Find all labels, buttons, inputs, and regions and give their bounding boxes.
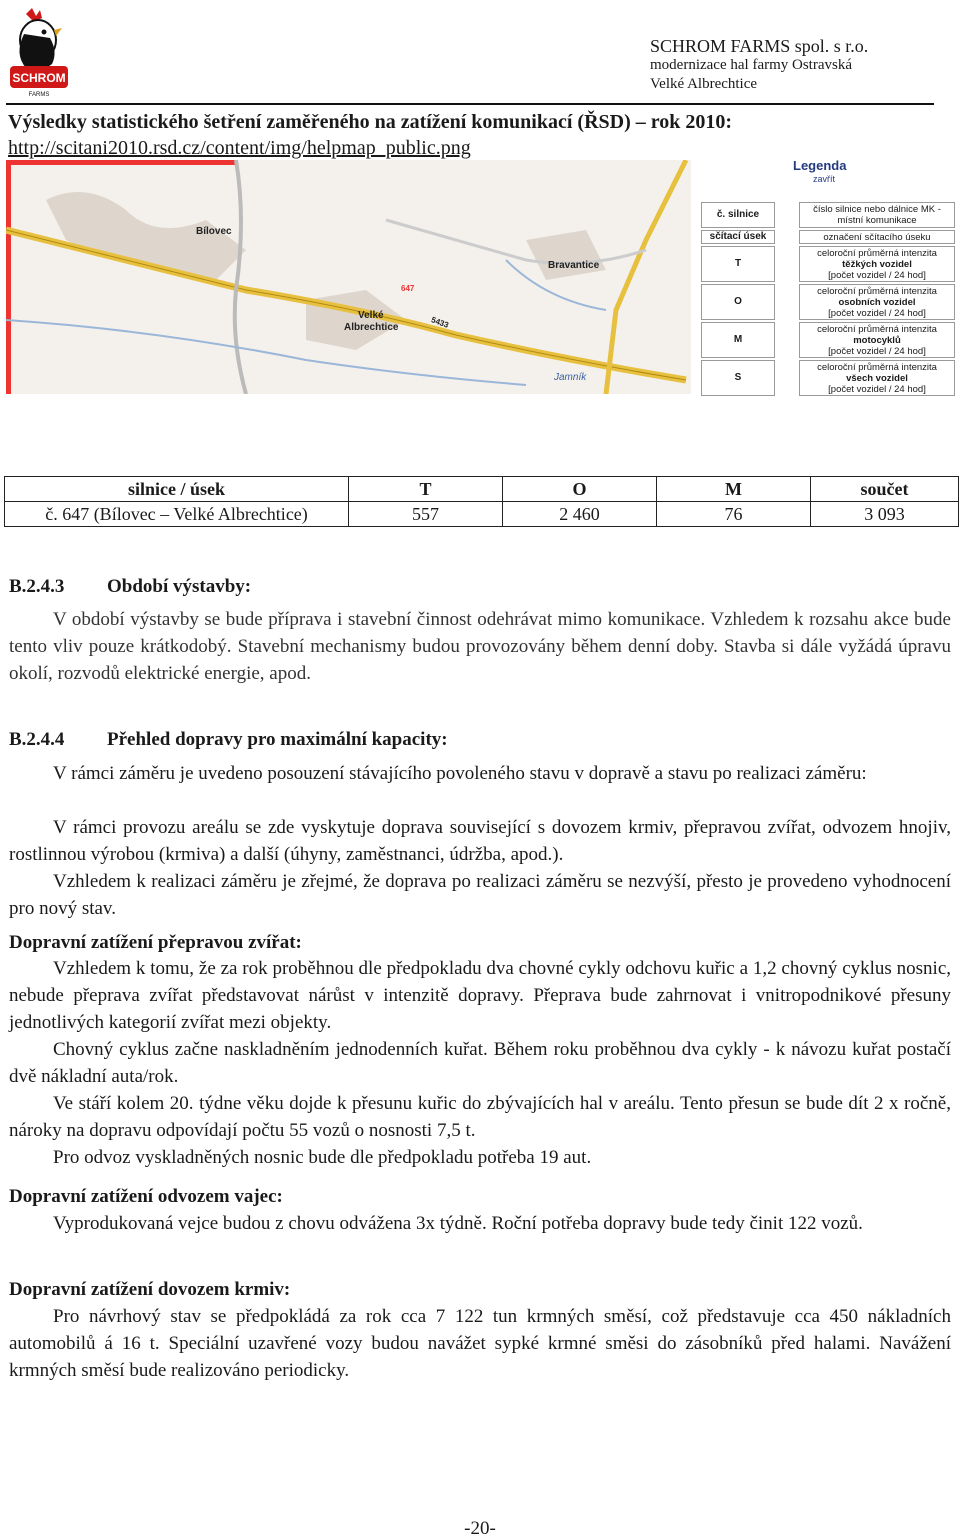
table-header: M bbox=[657, 477, 811, 502]
legend-value-line: [počet vozidel / 24 hod] bbox=[828, 346, 926, 357]
subsection-heading: Dopravní zatížení odvozem vajec: bbox=[9, 1186, 283, 1207]
section-paragraph: Pro návrhový stav se předpokládá za rok cca 7 122 tun krmných směsí, což představuje cca 450 nákladních automobilů á 16 t. Speciální uzavřené vozy budou navážet sypké krmné směsi do zásobníků před halami. Navážení krmných směsí bude realizováno periodicky. bbox=[9, 1306, 951, 1381]
company-logo bbox=[6, 4, 72, 100]
legend-key: O bbox=[701, 284, 775, 320]
legend-value bbox=[799, 246, 955, 282]
legend-value-line: celoroční průměrná intenzita bbox=[817, 248, 937, 259]
map-legend bbox=[697, 158, 955, 403]
map-label-albrechtice: Albrechtice bbox=[344, 322, 399, 333]
section-paragraph: V rámci provozu areálu se zde vyskytuje doprava související s dovozem krmiv, přepravou zvířat, odvozem hnojiv, rostlinnou výrobou (krmiva) a další (úhyny, zaměstnanci, údržba, apod.). bbox=[9, 817, 951, 865]
svg-text:FARMS: FARMS bbox=[28, 92, 50, 98]
subsection-heading: Dopravní zatížení dovozem krmiv: bbox=[9, 1279, 291, 1300]
table-header: součet bbox=[811, 477, 959, 502]
legend-value-bold: osobních vozidel bbox=[838, 297, 916, 308]
legend-value-bold: motocyklů bbox=[853, 335, 901, 346]
table-header-row bbox=[5, 477, 959, 502]
legend-key: č. silnice bbox=[701, 202, 775, 228]
legend-value-line: celoroční průměrná intenzita bbox=[817, 286, 937, 297]
project-location: Velké Albrechtice bbox=[650, 76, 758, 92]
legend-title: Legenda bbox=[793, 158, 847, 173]
legend-value-bold: všech vozidel bbox=[846, 373, 908, 384]
legend-value: označení sčítacího úseku bbox=[799, 230, 955, 244]
legend-value-line: [počet vozidel / 24 hod] bbox=[828, 308, 926, 319]
document-title: Výsledky statistického šetření zaměřeného na zatížení komunikací (ŘSD) – rok 2010: bbox=[8, 111, 733, 133]
legend-value-line: celoroční průměrná intenzita bbox=[817, 362, 937, 373]
table-header: silnice / úsek bbox=[5, 477, 349, 502]
company-info bbox=[650, 36, 890, 94]
map-label-section: 5433 bbox=[429, 315, 450, 330]
legend-key: sčítací úsek bbox=[701, 230, 775, 244]
legend-key: M bbox=[701, 322, 775, 358]
section-title: Období výstavby: bbox=[107, 576, 252, 597]
legend-value-line: celoroční průměrná intenzita bbox=[817, 324, 937, 335]
map-label-road: 647 bbox=[401, 284, 415, 293]
legend-value-line: [počet vozidel / 24 hod] bbox=[828, 270, 926, 281]
section-paragraph: V rámci záměru je uvedeno posouzení stávajícího povoleného stavu v dopravě a stavu po realizaci záměru: bbox=[53, 763, 867, 784]
map-label-bilovec: Bílovec bbox=[196, 226, 232, 237]
table-row bbox=[5, 502, 959, 527]
table-cell: 557 bbox=[349, 502, 503, 527]
section-paragraph: Pro odvoz vyskladněných nosnic bude dle předpokladu potřeba 19 aut. bbox=[53, 1147, 592, 1168]
traffic-table bbox=[4, 476, 959, 527]
subsection-heading: Dopravní zatížení přepravou zvířat: bbox=[9, 932, 302, 953]
table-header: T bbox=[349, 477, 503, 502]
section-paragraph: Ve stáří kolem 20. týdne věku dojde k přesunu kuřic do zbývajících hal v areálu. Tento přesun se bude dít 2 x ročně, nároky na dopravu odpovídají počtu 55 vozů o nosnosti 7,5 t. bbox=[9, 1093, 951, 1141]
section-number: B.2.4.4 bbox=[9, 729, 65, 750]
legend-value bbox=[799, 284, 955, 320]
section-heading bbox=[9, 726, 448, 753]
legend-value-bold: těžkých vozidel bbox=[842, 259, 912, 270]
map-label-jamnik: Jamník bbox=[554, 372, 587, 383]
section-heading bbox=[9, 573, 251, 600]
section-number: B.2.4.3 bbox=[9, 576, 65, 597]
section-paragraph: Vyprodukovaná vejce budou z chovu odvážena 3x týdně. Roční potřeba dopravy bude tedy činit 122 vozů. bbox=[53, 1213, 863, 1234]
header-rule bbox=[6, 103, 934, 105]
legend-key: S bbox=[701, 360, 775, 396]
source-link[interactable]: http://scitani2010.rsd.cz/content/img/helpmap_public.png bbox=[8, 137, 471, 159]
traffic-map bbox=[6, 160, 691, 394]
table-cell: 76 bbox=[657, 502, 811, 527]
legend-close-link[interactable]: zavřít bbox=[813, 174, 836, 184]
table-cell: 3 093 bbox=[811, 502, 959, 527]
table-cell: č. 647 (Bílovec – Velké Albrechtice) bbox=[5, 502, 349, 527]
page-number: -20- bbox=[464, 1518, 496, 1539]
section-title: Přehled dopravy pro maximální kapacity: bbox=[107, 729, 448, 750]
section-paragraph: Vzhledem k tomu, že za rok proběhnou dle předpokladu dva chovné cykly odchovu kuřic a 1,2 chovný cyklus nosnic, nebude přeprava zvířat představovat nárůst v intenzitě dopravy. Přeprava bude zahrnovat i vnitropodnikové přesuny jednotlivých kategorií zvířat mezi objekty. bbox=[9, 958, 951, 1033]
company-name: SCHROM FARMS spol. s r.o. bbox=[650, 36, 869, 56]
legend-value bbox=[799, 360, 955, 396]
section-paragraph: V období výstavby se bude příprava i stavební činnost odehrávat mimo komunikace. Vzhledem k rozsahu akce bude tento vliv pouze krátkodobý. Stavební mechanismy budou provozovány během denní doby. Stavba si dále vyžádá úpravu okolí, rozvodů elektrické energie, apod. bbox=[9, 609, 951, 684]
table-cell: 2 460 bbox=[503, 502, 657, 527]
legend-key: T bbox=[701, 246, 775, 282]
table-header: O bbox=[503, 477, 657, 502]
svg-text:SCHROM: SCHROM bbox=[12, 71, 66, 85]
section-paragraph: Vzhledem k realizaci záměru je zřejmé, že doprava po realizaci záměru se nezvýší, přesto je provedeno vyhodnocení pro nový stav. bbox=[9, 871, 951, 919]
legend-value bbox=[799, 322, 955, 358]
project-name: modernizace hal farmy Ostravská bbox=[650, 57, 852, 73]
map-label-bravantice: Bravantice bbox=[548, 260, 600, 271]
section-paragraph: Chovný cyklus začne naskladněním jednodenních kuřat. Během roku proběhnou dva cykly - k návozu kuřat postačí dvě nákladní auta/rok. bbox=[9, 1039, 951, 1087]
map-label-velke: Velké bbox=[358, 310, 384, 321]
legend-value: číslo silnice nebo dálnice MK - místní komunikace bbox=[799, 202, 955, 228]
legend-value-line: [počet vozidel / 24 hod] bbox=[828, 384, 926, 395]
